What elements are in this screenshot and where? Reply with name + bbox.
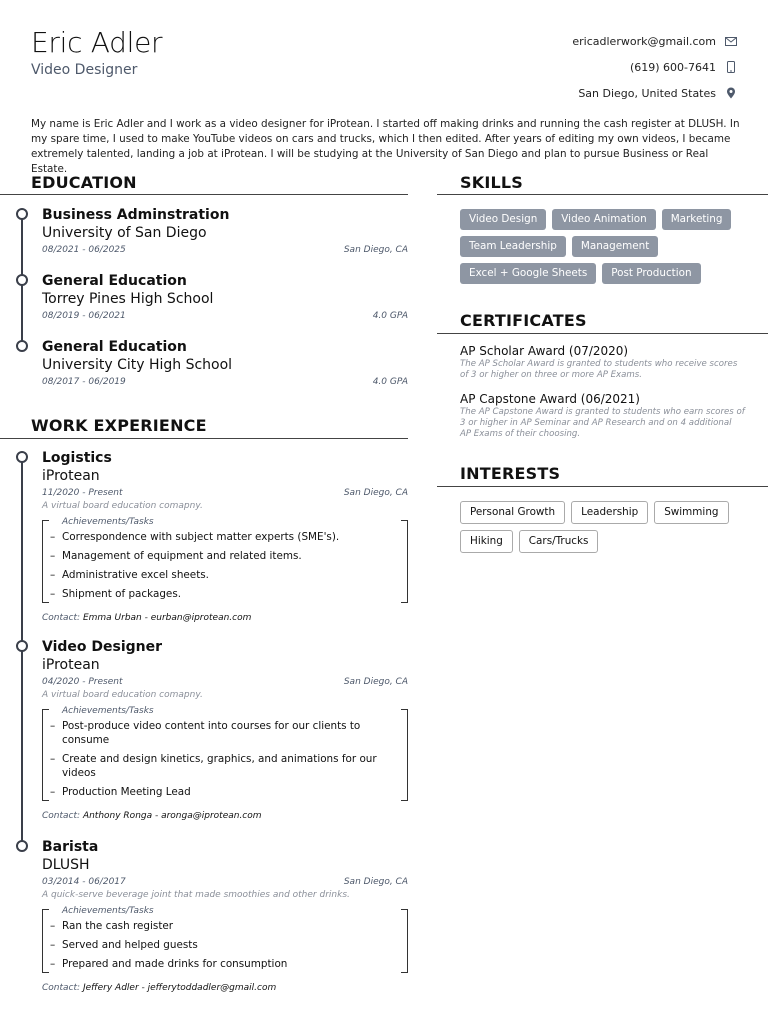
contact-value: Anthony Ronga - aronga@iprotean.com: [82, 811, 262, 821]
certificates-divider: [437, 333, 768, 334]
interest-tag: Hiking: [460, 530, 513, 553]
job-title: Barista: [42, 839, 99, 855]
degree: General Education: [42, 339, 187, 355]
interests-list: [460, 501, 750, 559]
education-extra: 4.0 GPA: [372, 377, 408, 387]
phone-icon: [724, 61, 738, 73]
company: iProtean: [42, 468, 100, 484]
education-extra: San Diego, CA: [343, 245, 408, 255]
dates: 08/2019 - 06/2021: [42, 311, 126, 321]
job-location: San Diego, CA: [343, 488, 408, 498]
reference-contact: [42, 983, 408, 993]
school: University of San Diego: [42, 225, 207, 241]
timeline-dot: [16, 640, 28, 652]
task-item: – Served and helped guests: [62, 935, 394, 954]
phone-row: [418, 54, 738, 80]
skills-heading: SKILLS: [460, 173, 523, 192]
skill-tag: Management: [572, 236, 658, 257]
company: DLUSH: [42, 857, 90, 873]
contact-label: Contact:: [42, 811, 81, 821]
interest-tag: Personal Growth: [460, 501, 565, 524]
skill-tag: Team Leadership: [460, 236, 566, 257]
company-description: A quick-serve beverage joint that made smoothies and other drinks.: [42, 890, 350, 900]
task-item: – Ran the cash register: [62, 916, 394, 935]
education-meta: [42, 377, 408, 387]
certificate-description: The AP Scholar Award is granted to students who receive scores of 3 or higher on three or more AP Exams.: [460, 359, 738, 380]
certificate-description: The AP Capstone Award is granted to students who earn scores of 3 or higher in AP Seminar and AP Research and on 4 additional AP Exams of their choosing.: [460, 407, 745, 439]
job-title: Video Designer: [42, 639, 163, 655]
company-description: A virtual board education comapny.: [42, 690, 203, 700]
dates: 11/2020 - Present: [42, 488, 123, 498]
school: University City High School: [42, 357, 233, 373]
skills-divider: [437, 194, 768, 195]
work-meta: [42, 677, 408, 687]
task-item: – Post-produce video content into courses for our clients to consume: [62, 716, 394, 749]
timeline-dot: [16, 340, 28, 352]
education-extra: 4.0 GPA: [372, 311, 408, 321]
work-entry: [42, 638, 408, 821]
dates: 03/2014 - 06/2017: [42, 877, 126, 887]
company: iProtean: [42, 657, 100, 673]
mail-icon: [724, 37, 738, 46]
dates: 08/2021 - 06/2025: [42, 245, 126, 255]
contact-label: Contact:: [42, 983, 81, 993]
certificate-item: [460, 343, 745, 381]
job-location: San Diego, CA: [343, 877, 408, 887]
skill-tag: Post Production: [602, 263, 700, 284]
achievements-box: [42, 517, 408, 603]
education-meta: [42, 311, 408, 321]
phone-text: (619) 600-7641: [629, 60, 716, 74]
company-description: A virtual board education comapny.: [42, 501, 203, 511]
dates: 04/2020 - Present: [42, 677, 123, 687]
task-item: – Correspondence with subject matter experts (SME's).: [62, 527, 394, 546]
job-title: Logistics: [42, 450, 112, 466]
certificates-heading: CERTIFICATES: [460, 311, 587, 330]
achievements-label: Achievements/Tasks: [62, 517, 154, 527]
location-row: [418, 80, 738, 106]
task-item: – Administrative excel sheets.: [62, 565, 394, 584]
education-entry: [42, 206, 408, 255]
work-meta: [42, 877, 408, 887]
education-meta: [42, 245, 408, 255]
education-divider: [0, 194, 408, 195]
certificate-title: AP Capstone Award (06/2021): [460, 392, 640, 406]
interest-tag: Swimming: [654, 501, 728, 524]
skill-tag: Video Animation: [552, 209, 655, 230]
education-entry: [42, 338, 408, 387]
education-heading: EDUCATION: [31, 173, 137, 192]
contact-label: Contact:: [42, 613, 81, 623]
work-entry: [42, 838, 408, 993]
interest-tag: Leadership: [571, 501, 648, 524]
degree: General Education: [42, 273, 187, 289]
achievements-label: Achievements/Tasks: [62, 906, 154, 916]
resume-role: Video Designer: [31, 62, 138, 78]
certificate-title: AP Scholar Award (07/2020): [460, 344, 629, 358]
interests-heading: INTERESTS: [460, 464, 561, 483]
skill-tag: Video Design: [460, 209, 546, 230]
education-entry: [42, 272, 408, 321]
achievements-box: [42, 906, 408, 973]
skills-list: [460, 209, 750, 290]
contact-value: Emma Urban - eurban@iprotean.com: [82, 613, 252, 623]
task-item: – Production Meeting Lead: [62, 782, 394, 801]
interest-tag: Cars/Trucks: [519, 530, 599, 553]
reference-contact: [42, 811, 408, 821]
work-heading: WORK EXPERIENCE: [31, 416, 207, 435]
work-divider: [0, 438, 408, 439]
reference-contact: [42, 613, 408, 623]
job-location: San Diego, CA: [343, 677, 408, 687]
email-row: [418, 28, 738, 54]
location-text: San Diego, United States: [578, 86, 716, 100]
skill-tag: Marketing: [662, 209, 732, 230]
work-entry: [42, 449, 408, 623]
email-text: ericadlerwork@gmail.com: [572, 34, 716, 48]
task-item: – Shipment of packages.: [62, 584, 394, 603]
task-item: – Management of equipment and related items.: [62, 546, 394, 565]
achievements-label: Achievements/Tasks: [62, 706, 154, 716]
dates: 08/2017 - 06/2019: [42, 377, 126, 387]
summary-paragraph: My name is Eric Adler and I work as a video designer for iProtean. I started off making drinks and running the cash register at DLUSH. In my spare time, I used to make YouTube videos on cars and trucks, which I then edited. After years of editing my own videos, I became extremely talented, landing a job at iProtean. I will be studying at the University of San Diego and plan to pursue Business or Real Estate.: [31, 118, 740, 175]
school: Torrey Pines High School: [42, 291, 214, 307]
task-item: – Prepared and made drinks for consumption: [62, 954, 394, 973]
certificate-item: [460, 391, 745, 440]
work-meta: [42, 488, 408, 498]
timeline-dot: [16, 451, 28, 463]
task-item: – Create and design kinetics, graphics, and animations for our videos: [62, 749, 394, 782]
contact-value: Jeffery Adler - jefferytoddadler@gmail.com: [82, 983, 277, 993]
skill-tag: Excel + Google Sheets: [460, 263, 596, 284]
degree: Business Adminstration: [42, 207, 230, 223]
interests-divider: [437, 486, 768, 487]
timeline-dot: [16, 208, 28, 220]
timeline-dot: [16, 840, 28, 852]
timeline-dot: [16, 274, 28, 286]
location-pin-icon: [724, 87, 738, 99]
resume-name: Eric Adler: [31, 26, 163, 59]
achievements-box: [42, 706, 408, 801]
contact-block: [418, 28, 738, 106]
